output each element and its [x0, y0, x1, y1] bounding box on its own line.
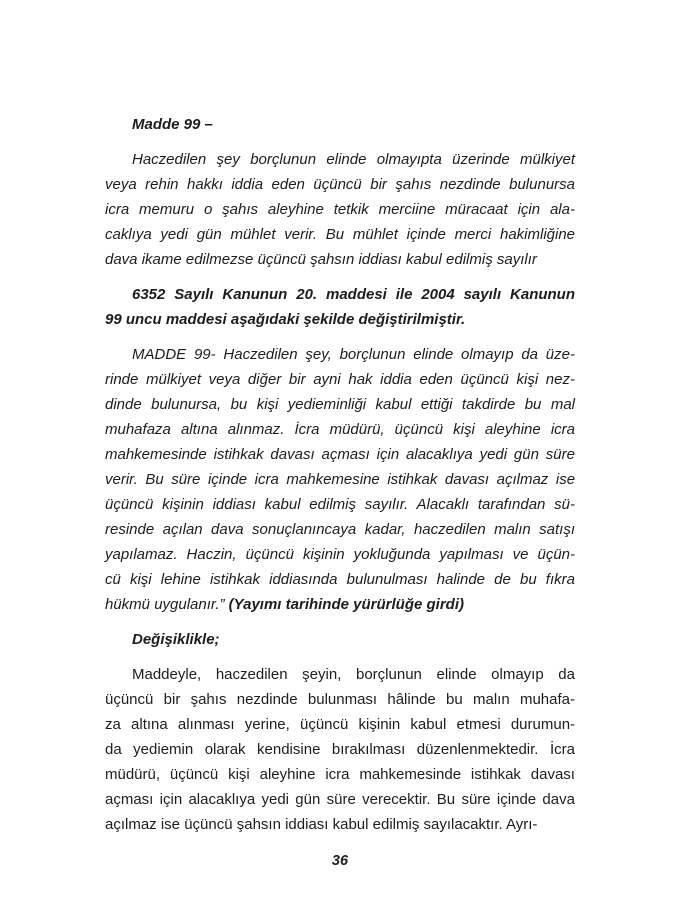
text-line: açması için alacaklıya yedi gün süre verecektir. Bu süre içinde dava	[105, 791, 575, 808]
explanation-text	[105, 662, 575, 837]
text-line: verir. Bu süre içinde icra mahkemesine istihkak davası açılmaz ise	[105, 471, 576, 488]
text-segment: hükmü uygulanır.”	[105, 596, 229, 613]
amendment-note	[105, 282, 575, 332]
text-line: icra memuru o şahıs aleyhine tetkik merciine müracaat için ala-	[105, 201, 575, 218]
text-line: üçüncü kişinin iddiası kabul edilmiş sayılır. Alacaklı tarafından sü-	[105, 496, 575, 513]
text-line: yapılamaz. Haczin, üçüncü kişinin yokluğunda yapılması ve üçün-	[105, 546, 576, 563]
text-line: veya rehin hakkı iddia eden üçüncü bir şahıs nezdinde bulunursa	[105, 176, 575, 193]
text-line	[105, 592, 575, 617]
text-line: mahkemesinde istihkak davası açması için alacaklıya yedi gün süre	[105, 446, 575, 463]
text-line: Değişiklikle;	[132, 631, 220, 648]
text-line: dava ikame edilmezse üçüncü şahsın iddiası kabul edilmiş sayılır	[105, 251, 537, 268]
text-line: cü kişi lehine istihkak iddiasında bulunulması halinde de bu fıkra	[105, 571, 575, 588]
text-line: Haczedilen şey borçlunun elinde olmayıpta üzerinde mülkiyet	[132, 151, 576, 168]
text-line: 99 uncu maddesi aşağıdaki şekilde değiştirilmiştir.	[105, 311, 466, 328]
text-line: da yediemin olarak kendisine bırakılması düzenlenmektedir. İcra	[105, 741, 575, 758]
current-law-text	[105, 147, 575, 272]
text-line: dinde bulunursa, bu kişi yedieminliği kabul ettiği takdirde bu mal	[105, 396, 575, 413]
amended-article-text	[105, 342, 575, 617]
text-line: muhafaza altına alınmaz. İcra müdürü, üçüncü kişi aleyhine icra	[105, 421, 575, 438]
text-line: üçüncü bir şahıs nezdinde bulunması hâlinde bu malın muhafa-	[105, 691, 575, 708]
text-line: açılmaz ise üçüncü şahsın iddiası kabul edilmiş sayılacaktır. Ayrı-	[105, 816, 538, 833]
text-line: Maddeyle, haczedilen şeyin, borçlunun elinde olmayıp da	[132, 666, 575, 683]
changes-heading	[105, 627, 575, 652]
text-line: MADDE 99- Haczedilen şey, borçlunun elinde olmayıp da üze-	[132, 346, 575, 363]
bold-segment: (Yayımı tarihinde yürürlüğe girdi)	[228, 596, 464, 613]
text-line: müdürü, üçüncü kişi aleyhine icra mahkemesinde istihkak davası	[105, 766, 575, 783]
text-block	[105, 112, 575, 847]
article-heading	[105, 112, 575, 137]
text-line: rinde mülkiyet veya diğer bir ayni hak iddia eden üçüncü kişi nez-	[105, 371, 575, 388]
text-line: caklıya yedi gün mühlet verir. Bu mühlet içinde merci hakimliğine	[105, 226, 576, 243]
text-line: resinde açılan dava sonuçlanıncaya kadar, haczedilen malın satışı	[105, 521, 576, 538]
text-line: Madde 99 –	[132, 116, 213, 133]
text-line: za altına alınması yerine, üçüncü kişinin kabul etmesi durumun-	[105, 716, 576, 733]
text-line: 6352 Sayılı Kanunun 20. maddesi ile 2004 sayılı Kanunun	[132, 286, 576, 303]
page-number: 36	[331, 853, 349, 869]
